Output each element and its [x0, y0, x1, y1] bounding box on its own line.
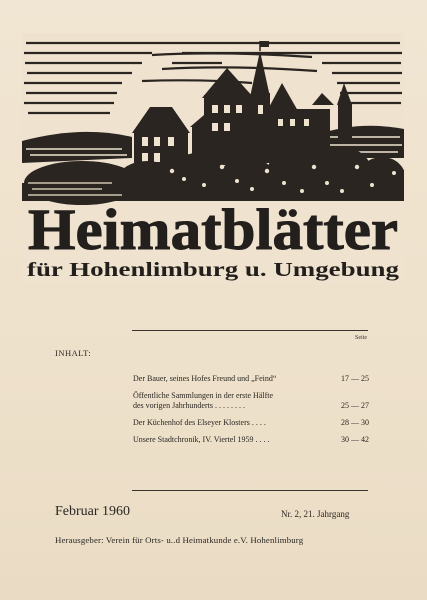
- masthead-title: Heimatblätter: [28, 197, 398, 262]
- toc-entry-title: Der Küchenhof des Elseyer Klosters . . . .: [133, 418, 266, 427]
- bottom-divider: [132, 490, 368, 491]
- table-of-contents: [133, 374, 369, 452]
- toc-entry-title: Öffentliche Sammlungen in der erste Hälfte des vorigen Jahrhunderts . . . . . . . .: [133, 391, 274, 410]
- toc-entry: [133, 391, 369, 411]
- toc-entry-pages: 30 — 42: [341, 435, 369, 444]
- page-column-header: Seite: [355, 335, 367, 341]
- issue-date: Februar 1960: [55, 504, 131, 519]
- contents-heading: INHALT:: [55, 348, 92, 358]
- toc-entry-pages: 25 — 27: [341, 401, 369, 410]
- masthead-subtitle: für Hohenlimburg u. Umgebung: [27, 259, 399, 281]
- toc-entry-pages: 17 — 25: [341, 374, 369, 383]
- toc-entry-title: Der Bauer, seines Hofes Freund und „Feind“: [133, 374, 277, 383]
- toc-entry: [133, 374, 369, 384]
- toc-entry: [133, 435, 369, 445]
- toc-entry: [133, 418, 369, 428]
- toc-entry-pages: 28 — 30: [341, 418, 369, 427]
- issue-number: Nr. 2, 21. Jahrgang: [281, 509, 350, 519]
- top-divider: [132, 330, 368, 331]
- castle-woodcut-illustration: [22, 33, 404, 283]
- toc-entry-title: Unsere Stadtchronik, IV. Viertel 1959 . . . .: [133, 435, 270, 444]
- publisher-line: Herausgeber: Verein für Orts- u..d Heimatkunde e.V. Hohenlimburg: [55, 535, 304, 545]
